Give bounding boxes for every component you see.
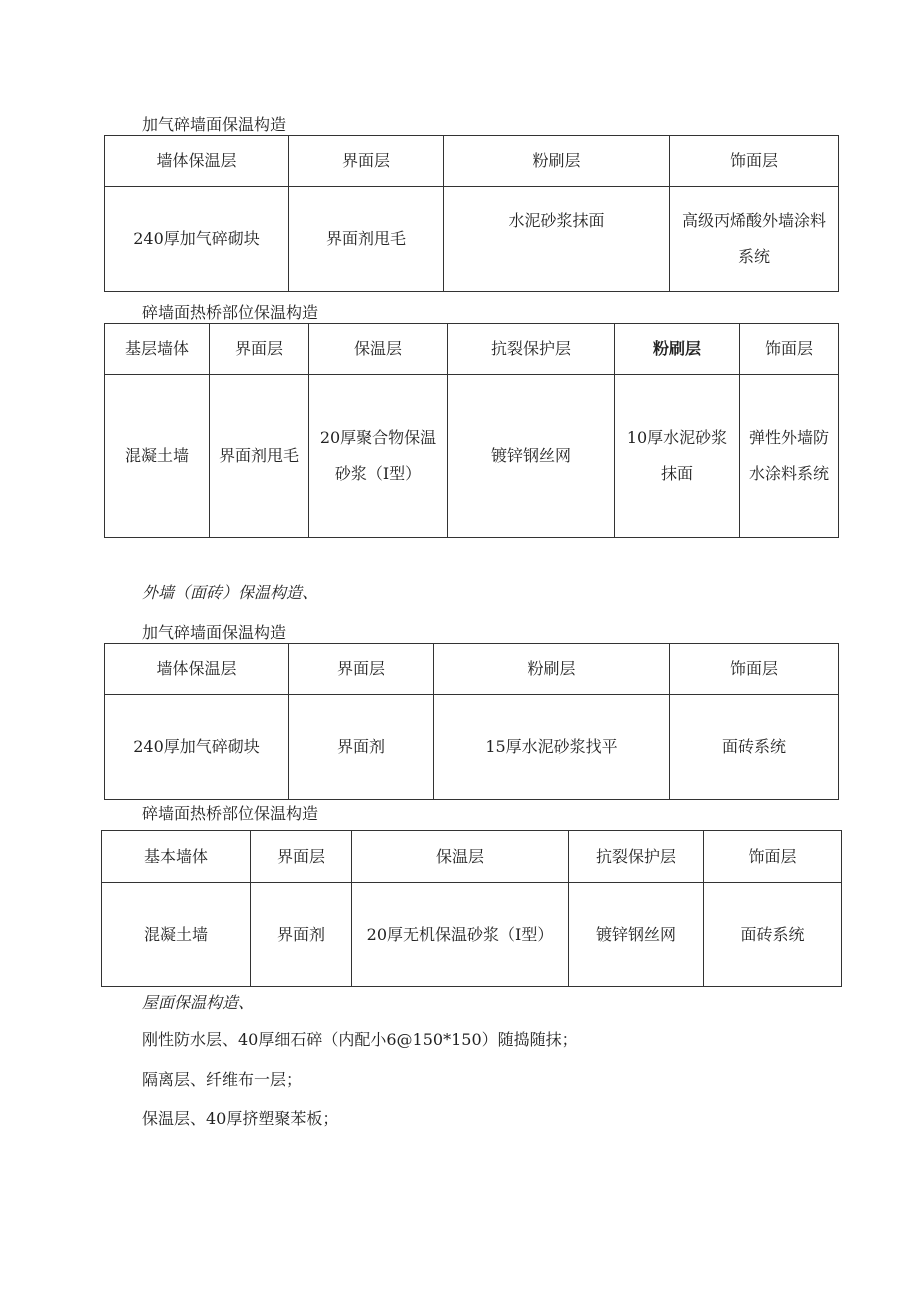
header-cell: 墙体保温层 bbox=[105, 644, 289, 695]
cell: 界面剂甩毛 bbox=[210, 375, 309, 538]
cell: 高级丙烯酸外墙涂料系统 bbox=[670, 187, 839, 292]
cell: 混凝土墙 bbox=[102, 883, 251, 987]
roof-line: 保温层、40厚挤塑聚苯板； bbox=[142, 1109, 339, 1128]
header-cell: 界面层 bbox=[289, 136, 444, 187]
header-cell: 饰面层 bbox=[704, 831, 842, 883]
header-cell: 粉刷层 bbox=[434, 644, 670, 695]
table-row bbox=[102, 883, 842, 987]
section1-caption: 加气碎墙面保温构造 bbox=[142, 115, 287, 134]
cell: 20厚无机保温砂浆（I型） bbox=[352, 883, 569, 987]
header-cell: 饰面层 bbox=[670, 644, 839, 695]
header-cell: 粉刷层 bbox=[444, 136, 670, 187]
cell: 镀锌钢丝网 bbox=[448, 375, 615, 538]
header-cell: 基层墙体 bbox=[105, 324, 210, 375]
header-cell: 界面层 bbox=[251, 831, 352, 883]
header-cell: 基本墙体 bbox=[102, 831, 251, 883]
section1-table bbox=[104, 135, 839, 292]
table-row bbox=[105, 375, 839, 538]
header-cell: 墙体保温层 bbox=[105, 136, 289, 187]
roof-line: 隔离层、纤维布一层； bbox=[142, 1070, 303, 1089]
header-cell: 抗裂保护层 bbox=[569, 831, 704, 883]
heading-roof: 屋面保温构造、 bbox=[142, 993, 255, 1012]
section4-table bbox=[101, 830, 842, 987]
section4-caption: 碎墙面热桥部位保温构造 bbox=[142, 804, 319, 823]
table-header-row bbox=[105, 136, 839, 187]
section2-table bbox=[104, 323, 839, 538]
roof-line: 刚性防水层、40厚细石碎（内配小6@150*150）随捣随抹； bbox=[142, 1030, 578, 1049]
section3-caption: 加气碎墙面保温构造 bbox=[142, 623, 287, 642]
header-cell: 抗裂保护层 bbox=[448, 324, 615, 375]
table-header-row bbox=[102, 831, 842, 883]
cell: 镀锌钢丝网 bbox=[569, 883, 704, 987]
cell: 界面剂 bbox=[251, 883, 352, 987]
cell: 面砖系统 bbox=[670, 695, 839, 800]
section2-caption: 碎墙面热桥部位保温构造 bbox=[142, 303, 319, 322]
cell: 界面剂甩毛 bbox=[289, 187, 444, 292]
header-cell: 界面层 bbox=[289, 644, 434, 695]
header-cell: 保温层 bbox=[309, 324, 448, 375]
heading-tile: 外墙（面砖）保温构造、 bbox=[142, 583, 319, 602]
header-cell: 饰面层 bbox=[740, 324, 839, 375]
cell: 水泥砂浆抹面 bbox=[444, 187, 670, 292]
cell: 10厚水泥砂浆抹面 bbox=[615, 375, 740, 538]
header-cell: 界面层 bbox=[210, 324, 309, 375]
cell: 240厚加气碎砌块 bbox=[105, 695, 289, 800]
header-cell: 保温层 bbox=[352, 831, 569, 883]
cell: 混凝土墙 bbox=[105, 375, 210, 538]
table-row bbox=[105, 187, 839, 292]
cell: 面砖系统 bbox=[704, 883, 842, 987]
header-cell: 饰面层 bbox=[670, 136, 839, 187]
section3-table bbox=[104, 643, 839, 800]
table-header-row bbox=[105, 324, 839, 375]
cell: 15厚水泥砂浆找平 bbox=[434, 695, 670, 800]
cell: 界面剂 bbox=[289, 695, 434, 800]
table-header-row bbox=[105, 644, 839, 695]
header-cell: 粉刷层 bbox=[615, 324, 740, 375]
cell: 240厚加气碎砌块 bbox=[105, 187, 289, 292]
table-row bbox=[105, 695, 839, 800]
cell: 20厚聚合物保温砂浆（I型） bbox=[309, 375, 448, 538]
cell: 弹性外墙防水涂料系统 bbox=[740, 375, 839, 538]
